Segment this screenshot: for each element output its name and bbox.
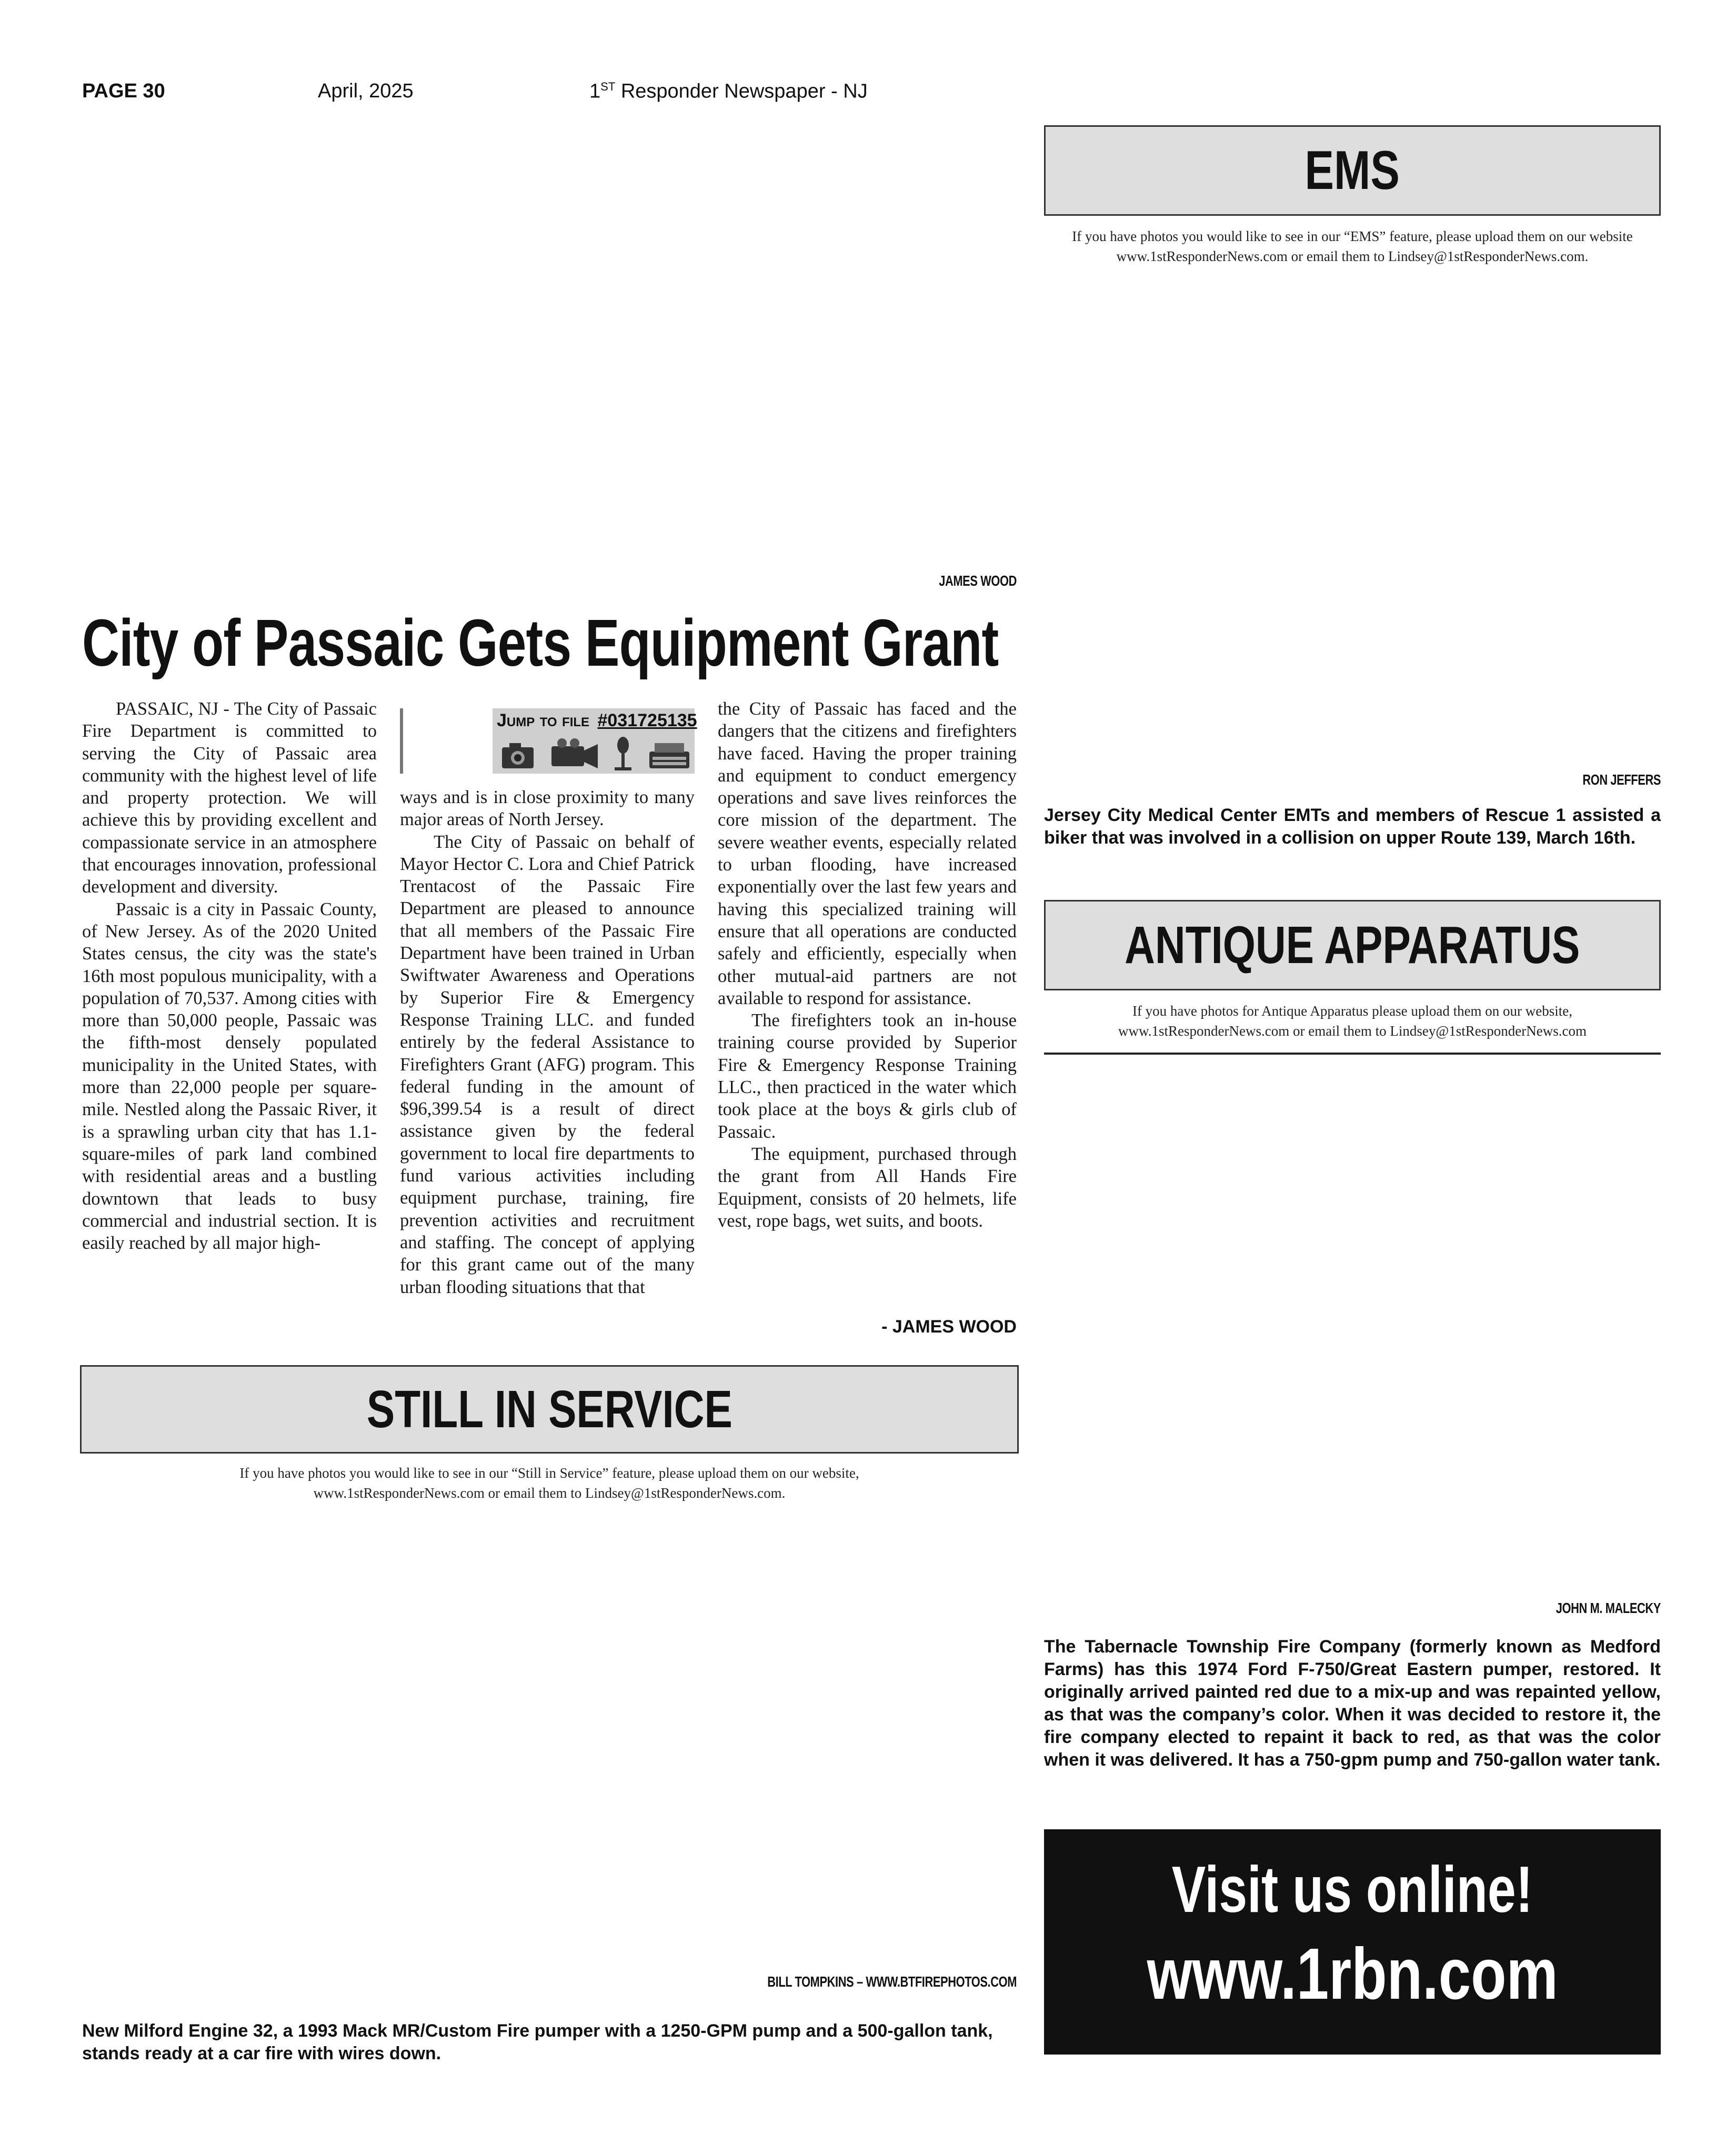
- article-headline: City of Passaic Gets Equipment Grant: [82, 606, 999, 680]
- tompkins-caption: New Milford Engine 32, a 1993 Mack MR/Custom Fire pumper with a 1250-GPM pump and a 500-gallon tank, stands ready at a car fire with wires down.: [82, 2021, 993, 2063]
- jump-file-number[interactable]: #031725135: [597, 710, 697, 730]
- article-paragraph: PASSAIC, NJ - The City of Passaic Fire Department is committed to serving the City of Passaic area community with the highest level of life and property protection. We will achieve this by providing excellent and compassionate service in an atmosphere that encourages innovation, professional development and diversity.: [82, 699, 377, 897]
- paper-name: [589, 80, 868, 103]
- still-in-service-upload-note: [80, 1463, 1019, 1503]
- article-paragraph: The equipment, purchased through the grant from All Hands Fire Equipment, consists of 20 helmets, life vest, rope bags, wet suits, and boots.: [718, 1144, 1017, 1231]
- page-number: PAGE 30: [82, 80, 165, 102]
- promo-website-link[interactable]: www.1rbn.com: [1147, 1933, 1558, 2015]
- article-column-2: [400, 786, 695, 1298]
- jump-label: Jump to file: [497, 710, 590, 730]
- antique-note-line2: www.1stResponderNews.com or email them to Lindsey@1stResponderNews.com: [1118, 1023, 1587, 1039]
- section-divider: [1044, 1053, 1661, 1055]
- article-paragraph: The firefighters took an in-house training course provided by Superior Fire & Emergency Response Training LLC., then practiced in the water which took place at the boys & girls club of Passaic.: [718, 1010, 1017, 1142]
- issue-date: April, 2025: [318, 80, 414, 102]
- camera-icon: [502, 743, 534, 768]
- still-in-service-title: STILL IN SERVICE: [366, 1379, 732, 1439]
- antique-apparatus-title: ANTIQUE APPARATUS: [1125, 915, 1580, 975]
- paper-name-prefix: 1: [589, 80, 601, 103]
- tompkins-photo-credit: BILL TOMPKINS – WWW.BTFIREPHOTOS.COM: [767, 1973, 1017, 1990]
- media-icons-row: [495, 736, 695, 773]
- article-paragraph: ways and is in close proximity to many major areas of North Jersey.: [400, 787, 695, 830]
- ron-jeffers-photo-credit: RON JEFFERS: [1582, 772, 1661, 788]
- ems-title: EMS: [1304, 139, 1400, 201]
- ems-upload-note: [1044, 226, 1661, 266]
- still-in-service-note-line1: If you have photos you would like to see in our “Still in Service” feature, please upload them on our website,: [239, 1465, 859, 1481]
- still-in-service-note-line2: www.1stResponderNews.com or email them to Lindsey@1stResponderNews.com.: [313, 1485, 786, 1501]
- malecky-caption: The Tabernacle Township Fire Company (formerly known as Medford Farms) has this 1974 Ford F-750/Great Eastern pumper, restored. It originally arrived painted red due to a mix-up and was repainted yellow, as that was the company’s color. When it was decided to restore it, the fire company elected to repaint it back to red, as that was the color when it was delivered. It has a 750-gpm pump and 750-gallon water tank.: [1044, 1637, 1661, 1770]
- paper-name-suffix: Responder Newspaper - NJ: [615, 80, 868, 103]
- malecky-photo-credit: JOHN M. MALECKY: [1556, 1600, 1661, 1616]
- antique-note-line1: If you have photos for Antique Apparatus please upload them on our website,: [1132, 1003, 1573, 1019]
- ems-note-line2: www.1stResponderNews.com or email them to Lindsey@1stResponderNews.com.: [1116, 248, 1589, 264]
- article-photo-credit: JAMES WOOD: [939, 573, 1017, 589]
- microphone-icon: [615, 737, 631, 770]
- jump-to-file-widget[interactable]: [400, 708, 695, 774]
- antique-apparatus-upload-note: [1044, 1001, 1661, 1041]
- article-column-1: [82, 698, 377, 1254]
- article-column-3: [718, 698, 1017, 1232]
- still-in-service-section-header: [80, 1365, 1019, 1454]
- ems-note-line1: If you have photos you would like to see in our “EMS” feature, please upload them on our website: [1072, 228, 1633, 244]
- visit-online-promo[interactable]: [1044, 1829, 1661, 2055]
- typewriter-icon: [649, 743, 689, 768]
- article-paragraph: Passaic is a city in Passaic County, of New Jersey. As of the 2020 United States census, the city was the state's 16th most populous municipality, with a population of 70,537. Among cities with more than 50,000 people, Passaic was the fifth-most densely populated municipality in the United States, with more than 22,000 people per square-mile. Nestled along the Passaic River, it is a sprawling urban city that has 1.1-square-miles of park land combined with residential areas and a bustling downtown that leads to busy commercial and industrial section. It is easily reached by all major high-: [82, 899, 377, 1254]
- article-signature: - JAMES WOOD: [881, 1317, 1017, 1337]
- jump-widget-label: [497, 710, 697, 731]
- jump-widget-divider: [400, 708, 403, 774]
- promo-tagline: Visit us online!: [1171, 1854, 1533, 1926]
- article-paragraph: The City of Passaic on behalf of Mayor Hector C. Lora and Chief Patrick Trentacost of the Passaic Fire Department are pleased to announce that all members of the Passaic Fire Department have been trained in Urban Swiftwater Awareness and Operations by Superior Fire & Emergency Response Training LLC. and funded entirely by the federal Assistance to Firefighters Grant (AFG) program. This federal funding in the amount of $96,399.54 is a result of direct assistance given by the federal government to local fire departments to fund various activities including equipment purchase, training, fire prevention activities and recruitment and staffing. The concept of applying for this grant came out of the many urban flooding situations that that: [400, 831, 695, 1297]
- video-camera-icon: [551, 738, 598, 768]
- article-paragraph: the City of Passaic has faced and the dangers that the citizens and firefighters have faced. Having the proper training and equipment to conduct emergency operations and save lives reinforces the core mission of the department. The severe weather events, especially related to urban flooding, have increased exponentially over the last few years and having this specialized training will ensure that all operations are conducted safely and efficiently, especially when other mutual-aid partners are not available to respond for assistance.: [718, 699, 1017, 1008]
- ems-section-header: [1044, 125, 1661, 216]
- ron-jeffers-caption: Jersey City Medical Center EMTs and members of Rescue 1 assisted a biker that was involved in a collision on upper Route 139, March 16th.: [1044, 805, 1661, 848]
- antique-apparatus-section-header: [1044, 900, 1661, 990]
- paper-name-superscript: ST: [600, 80, 616, 93]
